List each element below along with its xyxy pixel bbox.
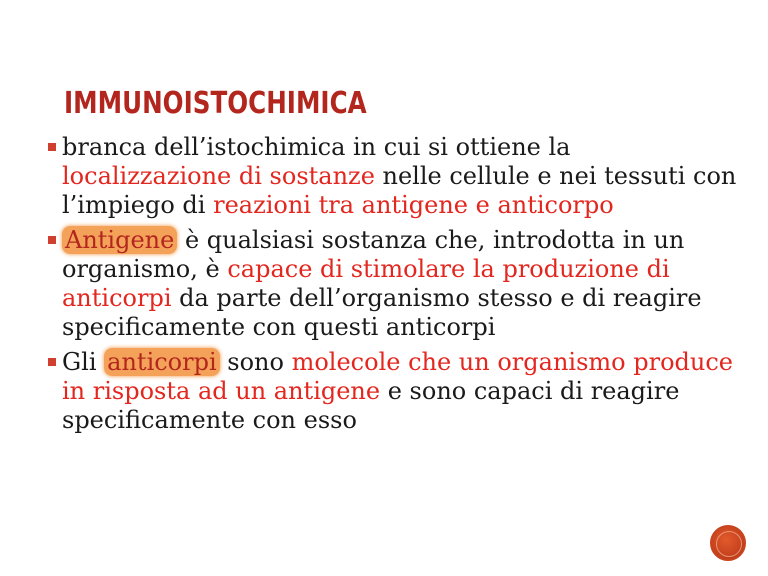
slide-title: IMMUNOISTOCHIMICA — [64, 86, 367, 121]
bullet-item-anticorpi — [46, 348, 746, 435]
bullet-list — [46, 133, 746, 441]
bullet-text: da parte dell’organismo stesso e di reagire specificamente con questi anticorpi — [62, 284, 702, 341]
bullet-text: è qualsiasi sostanza che, introdotta in un organismo, è — [62, 226, 685, 283]
bullet-item-antigene — [46, 226, 746, 342]
emphasis-text: molecole che un organismo produce in risposta ad un antigene — [62, 348, 733, 405]
highlighted-term-anticorpi: anticorpi — [104, 348, 220, 376]
bullet-text: nelle cellule e nei tessuti con l’impiego di — [62, 162, 737, 219]
bullet-text: e sono capaci di reagire specificamente con esso — [62, 377, 680, 434]
bullet-text: branca dell’istochimica in cui si ottiene la — [62, 133, 571, 161]
bullet-item-definition — [46, 133, 746, 220]
emphasis-text: reazioni tra antigene e anticorpo — [213, 191, 614, 219]
emphasis-text: localizzazione di sostanze — [62, 162, 375, 190]
emphasis-text: capace di stimolare la produzione di anticorpi — [62, 255, 670, 312]
logo-circle-icon — [710, 525, 746, 561]
bullet-text: Gli — [62, 348, 105, 376]
highlighted-term-antigene: Antigene — [62, 226, 177, 254]
bullet-text: sono — [219, 348, 292, 376]
